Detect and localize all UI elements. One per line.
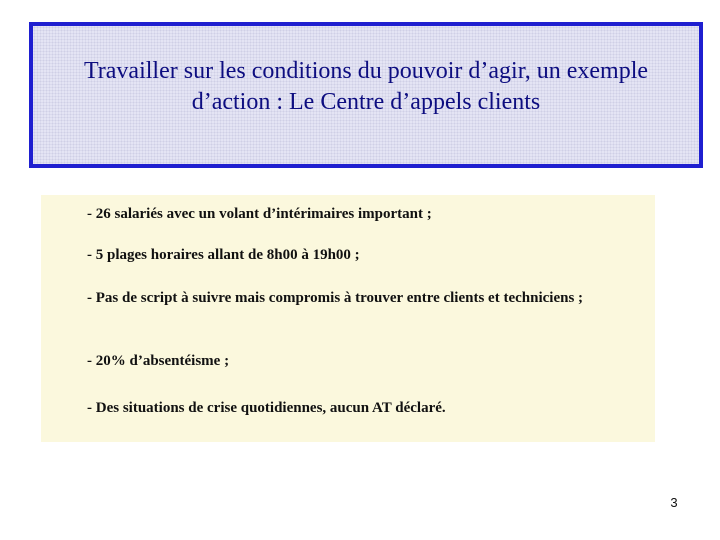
content-box [41, 195, 655, 442]
bullet-item: - Des situations de crise quotidiennes, aucun AT déclaré. [87, 400, 446, 416]
title-box [29, 22, 703, 168]
slide-title: Travailler sur les conditions du pouvoir d’agir, un exemple d’action : Le Centre d’appels clients [83, 58, 649, 115]
bullet-item: - Pas de script à suivre mais compromis à trouver entre clients et techniciens ; [87, 290, 584, 306]
bullet-item: - 5 plages horaires allant de 8h00 à 19h00 ; [87, 247, 360, 263]
bullet-item: - 20% d’absentéisme ; [87, 353, 230, 369]
page-number: 3 [670, 495, 678, 510]
bullet-item: - 26 salariés avec un volant d’intérimaires important ; [87, 206, 432, 222]
